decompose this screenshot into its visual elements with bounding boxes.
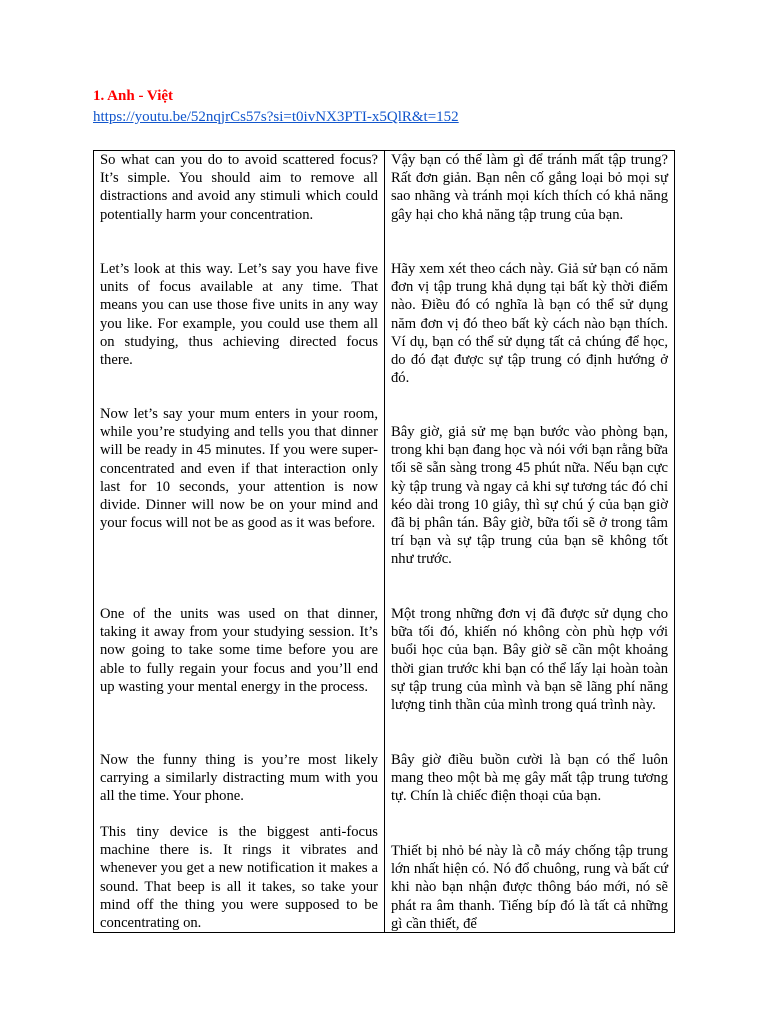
vietnamese-column (385, 151, 674, 932)
english-paragraph-3: Now let’s say your mum enters in your room, while you’re studying and tells you that dinner will be ready in 45 minutes. If you were super-concentrated and even if that interaction only last for 10 seconds, your attention is now divide. Dinner will now be on your mind and your focus will not be as good as it was before. (100, 406, 378, 532)
vietnamese-paragraph-1: Vậy bạn có thể làm gì để tránh mất tập trung? Rất đơn giản. Bạn nên cố gắng loại bỏ mọi sự sao nhãng và tránh mọi kích thích có khả năng gây hại cho khả năng tập trung của bạn. (391, 152, 668, 223)
english-paragraph-1: So what can you do to avoid scattered focus? It’s simple. You should aim to remove all distractions and avoid any stimuli which could potentially harm your concentration. (100, 152, 378, 223)
english-column (94, 151, 385, 932)
vietnamese-paragraph-6: Thiết bị nhỏ bé này là cỗ máy chống tập trung lớn nhất hiện có. Nó đổ chuông, rung và bất cứ khi nào bạn nhận được thông báo mới, nó sẽ phát ra âm thanh. Tiếng bíp đó là tất cả những gì cần thiết, để (391, 843, 668, 932)
vietnamese-paragraph-3: Bây giờ, giả sử mẹ bạn bước vào phòng bạn, trong khi bạn đang học và nói với bạn rằng bữa tối sẽ sẵn sàng trong 45 phút nữa. Nếu bạn cực kỳ tập trung và ngay cả khi sự tương tác đó chỉ kéo dài trong 10 giây, thì sự chú ý của bạn giờ đã bị phân tán. Bây giờ, bữa tối sẽ ở trong tâm trí bạn và sự tập trung của bạn sẽ không tốt như trước. (391, 424, 668, 568)
bilingual-table (93, 150, 675, 933)
vietnamese-paragraph-4: Một trong những đơn vị đã được sử dụng cho bữa tối đó, khiến nó không còn phù hợp với buổi học của bạn. Bây giờ sẽ cần một khoảng thời gian trước khi bạn có thể lấy lại hoàn toàn sự tập trung của mình và bạn sẽ lãng phí năng lượng tinh thần của mình trong quá trình này. (391, 606, 668, 714)
english-paragraph-5: Now the funny thing is you’re most likely carrying a similarly distracting mum with you all the time. Your phone. (100, 752, 378, 805)
section-heading: 1. Anh - Việt (93, 88, 174, 104)
vietnamese-paragraph-2: Hãy xem xét theo cách này. Giả sử bạn có năm đơn vị tập trung khả dụng tại bất kỳ thời điểm nào. Điều đó có nghĩa là bạn có thể sử dụng năm đơn vị đó theo bất kỳ cách nào bạn thích. Ví dụ, bạn có thể sử dụng tất cả chúng để học, do đó đạt được sự tập trung có định hướng ở đó. (391, 261, 668, 387)
english-paragraph-6: This tiny device is the biggest anti-focus machine there is. It rings it vibrates and whenever you get a new notification it makes a sound. That beep is all it takes, so take your mind off the thing you were supposed to be concentrating on. (100, 824, 378, 932)
english-paragraph-2: Let’s look at this way. Let’s say you have five units of focus available at any time. That means you can use those five units in any way you like. For example, you could use them all on studying, thus achieving directed focus there. (100, 261, 378, 369)
english-paragraph-4: One of the units was used on that dinner, taking it away from your studying session. It’s now going to take some time before you are able to fully regain your focus and you’ll end up wasting your mental energy in the process. (100, 606, 378, 695)
youtube-link[interactable]: https://youtu.be/52nqjrCs57s?si=t0ivNX3PTI-x5QlR&t=152 (93, 109, 459, 125)
vietnamese-paragraph-5: Bây giờ điều buồn cười là bạn có thể luôn mang theo một bà mẹ gây mất tập trung tương tự. Chín là chiếc điện thoại của bạn. (391, 752, 668, 805)
